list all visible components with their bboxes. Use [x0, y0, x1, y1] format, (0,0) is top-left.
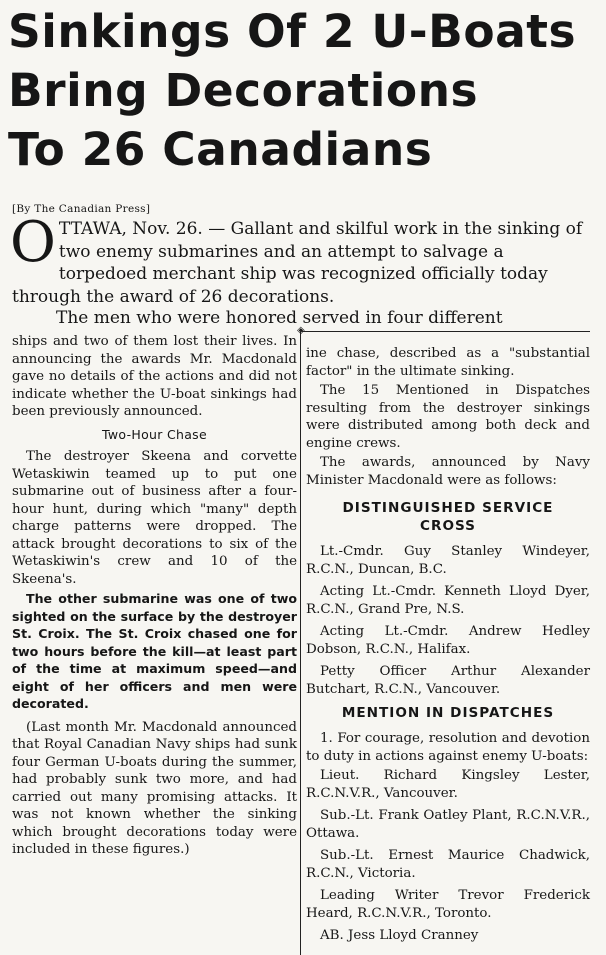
headline-line-3: To 26 Canadians [8, 123, 433, 176]
dsc-entry: Acting Lt.-Cmdr. Kenneth Lloyd Dyer, R.C.N., Grand Pre, N.S. [306, 584, 590, 617]
left-paragraph-1: ships and two of them lost their lives. In announcing the awards Mr. Macdonald gave no details of the actions and did not indicate whether the U-boat sinkings had been previously announced. [12, 334, 297, 419]
section-dsc-line-1: DISTINGUISHED SERVICE [342, 500, 554, 516]
section-mention-in-dispatches: MENTION IN DISPATCHES [341, 705, 555, 721]
mid-entry: Sub.-Lt. Frank Oatley Plant, R.C.N.V.R., Ottawa. [306, 808, 590, 841]
headline-line-1: Sinkings Of 2 U-Boats [8, 5, 577, 58]
headline [8, 2, 600, 179]
right-paragraph-1: ine chase, described as a "substantial factor" in the ultimate sinking. [306, 346, 590, 379]
drop-cap: O [10, 210, 56, 275]
headline-line-2: Bring Decorations [8, 64, 479, 117]
mid-entry: Leading Writer Trevor Frederick Heard, R.C.N.V.R., Toronto. [306, 888, 590, 921]
dsc-entry: Acting Lt.-Cmdr. Andrew Hedley Dobson, R.C.N., Halifax. [306, 624, 590, 657]
section-distinguished-service-cross [306, 499, 590, 535]
right-column [306, 333, 590, 950]
mid-entry: AB. Jess Lloyd Cranney [320, 928, 479, 943]
byline: [By The Canadian Press] [12, 203, 151, 215]
lead-text: TTAWA, Nov. 26. — Gallant and skilful work in the sinking of two enemy submarines and an attempt to salvage a torpedoed merchant ship was recognized officially today through the award of 26 decorations. [12, 219, 583, 307]
mid-intro: 1. For courage, resolution and devotion to duty in actions against enemy U-boats: [306, 731, 590, 764]
subhead-two-hour-chase: Two-Hour Chase [102, 426, 207, 442]
dsc-entry: Lt.-Cmdr. Guy Stanley Windeyer, R.C.N., Duncan, B.C. [306, 544, 590, 577]
section-dsc-line-2: CROSS [420, 518, 476, 534]
lead-paragraph [10, 210, 590, 308]
right-paragraph-3: The awards, announced by Navy Minister Macdonald were as follows: [306, 455, 590, 488]
left-column [12, 333, 297, 861]
column-divider [300, 330, 301, 955]
diamond-ornament: ◈ [297, 325, 305, 336]
column-rule [302, 331, 590, 332]
mid-list [306, 767, 590, 945]
dsc-list [306, 543, 590, 698]
mid-entry: Lieut. Richard Kingsley Lester, R.C.N.V.R., Vancouver. [306, 768, 590, 801]
left-paragraph-3: The other submarine was one of two sighted on the surface by the destroyer St. Croix. The St. Croix chased one for two hours before the kill—at least part of the time at maximum speed—and eight of her officers and men were decorated. [12, 591, 297, 711]
mid-entry: Sub.-Lt. Ernest Maurice Chadwick, R.C.N., Victoria. [306, 848, 590, 881]
left-paragraph-2: The destroyer Skeena and corvette Wetaskiwin teamed up to put one submarine out of business after a four-hour hunt, during which "many" depth charge patterns were dropped. The attack brought decorations to six of the Wetaskiwin's crew and 10 of the Skeena's. [12, 449, 297, 587]
left-paragraph-4: (Last month Mr. Macdonald announced that Royal Canadian Navy ships had sunk four German U-boats during the summer, had probably sunk two more, and had carried out many promising attacks. It was not known whether the sinking which brought decorations today were included in these figures.) [12, 719, 297, 857]
dsc-entry: Petty Officer Arthur Alexander Butchart, R.C.N., Vancouver. [306, 664, 590, 697]
lead-paragraph-2: The men who were honored served in four different [56, 308, 503, 328]
right-paragraph-2: The 15 Mentioned in Dispatches resulting from the destroyer sinkings were distributed among both deck and engine crews. [306, 383, 590, 451]
